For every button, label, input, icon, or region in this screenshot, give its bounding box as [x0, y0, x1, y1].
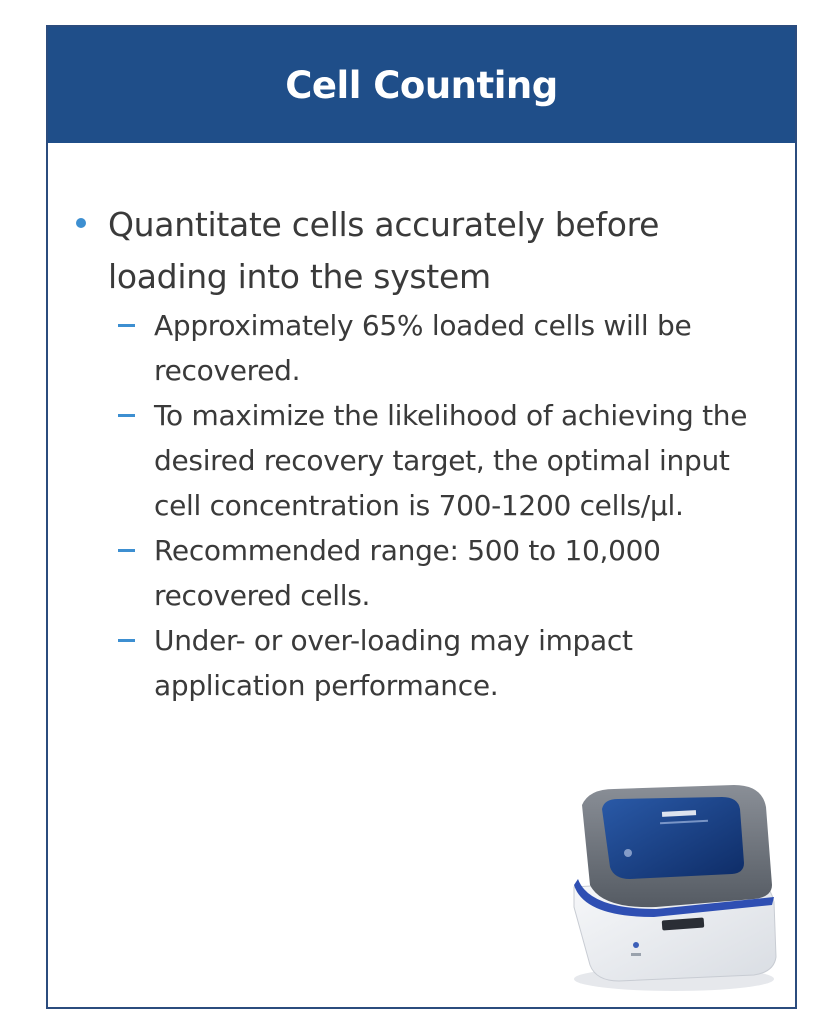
slide-header [48, 27, 795, 143]
sub-bullet [118, 528, 758, 618]
sub-bullet-list [118, 303, 758, 708]
sub-bullet [118, 393, 758, 528]
dash-icon [118, 414, 135, 417]
main-bullet-text: Quantitate cells accurately before loading into the system [108, 205, 660, 296]
sub-bullet-text: Under- or over-loading may impact application performance. [154, 624, 633, 702]
sub-bullet-text: To maximize the likelihood of achieving the desired recovery target, the optimal input cell concentration is 700-1200 cells/µl. [154, 399, 748, 522]
slide-title: Cell Counting [285, 63, 558, 107]
dash-icon [118, 549, 135, 552]
sub-bullet-text: Approximately 65% loaded cells will be recovered. [154, 309, 692, 387]
main-bullet [76, 199, 728, 303]
sub-bullet [118, 618, 758, 708]
sub-bullet-text: Recommended range: 500 to 10,000 recovered cells. [154, 534, 661, 612]
bullet-dot-icon [76, 218, 86, 228]
dash-icon [118, 324, 135, 327]
cell-counter-device-icon [544, 767, 784, 997]
sub-bullet [118, 303, 758, 393]
dash-icon [118, 639, 135, 642]
slide-card [46, 25, 797, 1009]
